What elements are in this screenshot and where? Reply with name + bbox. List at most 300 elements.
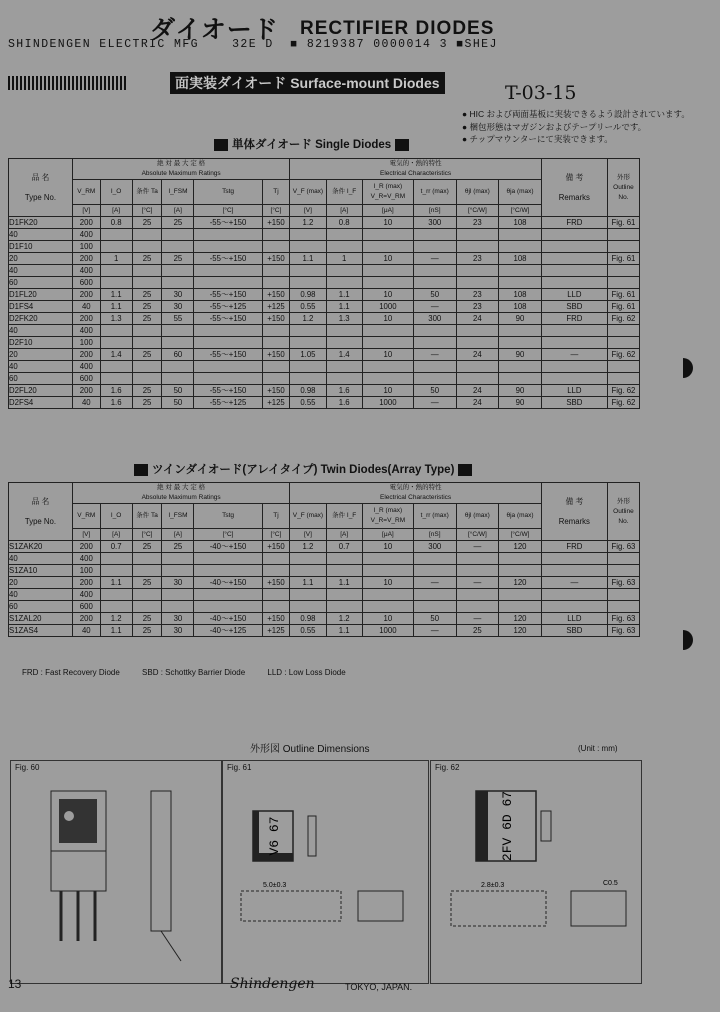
- note-item: ● チップマウンターにて実装できます。: [462, 134, 613, 144]
- title-jp: ダイオード: [150, 15, 279, 44]
- table-cell: 1.6: [326, 397, 362, 409]
- table-cell: [413, 373, 456, 385]
- table-cell: [262, 361, 290, 373]
- table-cell: [499, 553, 542, 565]
- table-cell: -40〜+150: [194, 613, 262, 625]
- table-cell: [162, 373, 194, 385]
- table-cell: -55〜+150: [194, 217, 262, 229]
- table-cell: [290, 361, 326, 373]
- table-cell: 10: [362, 253, 413, 265]
- table-cell: Fig. 61: [607, 301, 639, 313]
- table-cell: D2FS4: [9, 397, 73, 409]
- table-cell: 1000: [362, 301, 413, 313]
- table-cell: —: [541, 577, 607, 589]
- table-cell: [194, 337, 262, 349]
- column-header: t_rr (max): [413, 180, 456, 205]
- table-cell: [100, 337, 132, 349]
- table-row: [9, 241, 640, 253]
- table-cell: [326, 325, 362, 337]
- table-cell: Fig. 63: [607, 625, 639, 637]
- table-cell: 1.1: [290, 577, 326, 589]
- column-header: θja (max): [499, 504, 542, 529]
- table-cell: 400: [72, 361, 100, 373]
- table-cell: 400: [72, 229, 100, 241]
- column-header: θjl (max): [456, 504, 499, 529]
- table-cell: [541, 241, 607, 253]
- table-cell: 1000: [362, 397, 413, 409]
- table-cell: S1ZA10: [9, 565, 73, 577]
- table-cell: 300: [413, 217, 456, 229]
- table-cell: [362, 565, 413, 577]
- table-cell: [413, 277, 456, 289]
- table-cell: [194, 553, 262, 565]
- table-cell: [162, 277, 194, 289]
- table-cell: 10: [362, 349, 413, 361]
- table-cell: 1: [326, 253, 362, 265]
- table-cell: —: [413, 625, 456, 637]
- unit-header: [V]: [72, 529, 100, 541]
- table-cell: [413, 601, 456, 613]
- table-cell: 300: [413, 313, 456, 325]
- table-cell: 25: [132, 397, 162, 409]
- table-cell: LLD: [541, 289, 607, 301]
- table-cell: [326, 553, 362, 565]
- table-cell: 25: [132, 613, 162, 625]
- table-cell: 10: [362, 313, 413, 325]
- table-cell: [607, 601, 639, 613]
- table-cell: 1.1: [326, 289, 362, 301]
- table-row: [9, 385, 640, 397]
- table-cell: [290, 229, 326, 241]
- table-cell: [162, 361, 194, 373]
- table-cell: 25: [132, 625, 162, 637]
- table-cell: [290, 373, 326, 385]
- table-cell: 25: [132, 577, 162, 589]
- table-cell: 60: [9, 601, 73, 613]
- table-row: [9, 541, 640, 553]
- fig61-label: Fig. 61: [227, 763, 252, 772]
- table-cell: -55〜+150: [194, 313, 262, 325]
- table-cell: [541, 265, 607, 277]
- table-cell: 0.8: [326, 217, 362, 229]
- table-cell: [326, 265, 362, 277]
- table-cell: [541, 277, 607, 289]
- table-row: [9, 589, 640, 601]
- unit-header: [V]: [290, 529, 326, 541]
- table-cell: +150: [262, 577, 290, 589]
- unit-header: [A]: [326, 529, 362, 541]
- table-cell: [326, 277, 362, 289]
- table-cell: +150: [262, 313, 290, 325]
- table-cell: 24: [456, 349, 499, 361]
- table-cell: [456, 589, 499, 601]
- table-cell: [413, 325, 456, 337]
- handwritten-code: T-03-15: [505, 82, 577, 104]
- fig61-drawing: [223, 761, 428, 983]
- dims-title: 外形図 Outline Dimensions: [250, 744, 370, 755]
- table-cell: [262, 553, 290, 565]
- table-cell: —: [413, 301, 456, 313]
- table-cell: [132, 229, 162, 241]
- column-header: I_R (max) V_R=V_RM: [362, 504, 413, 529]
- unit-header: [°C]: [194, 529, 262, 541]
- unit-header: [nS]: [413, 205, 456, 217]
- table-cell: +150: [262, 613, 290, 625]
- table-cell: [290, 337, 326, 349]
- dims-unit: (Unit : mm): [578, 744, 618, 753]
- table-cell: +125: [262, 625, 290, 637]
- table-cell: 400: [72, 589, 100, 601]
- table-cell: 200: [72, 349, 100, 361]
- table-cell: [262, 229, 290, 241]
- table-cell: [132, 601, 162, 613]
- table-cell: [456, 229, 499, 241]
- table-cell: 30: [162, 301, 194, 313]
- table-cell: 200: [72, 613, 100, 625]
- fig62-chamfer: C0.5: [603, 880, 618, 887]
- table-cell: SBD: [541, 625, 607, 637]
- table-cell: [413, 565, 456, 577]
- column-header: t_rr (max): [413, 504, 456, 529]
- notes: [462, 108, 712, 146]
- table-cell: [456, 553, 499, 565]
- table-cell: 1.6: [326, 385, 362, 397]
- table-cell: S1ZAK20: [9, 541, 73, 553]
- table-cell: [326, 337, 362, 349]
- table-cell: [413, 589, 456, 601]
- table-cell: S1ZAS4: [9, 625, 73, 637]
- table-cell: 23: [456, 289, 499, 301]
- table-cell: +150: [262, 289, 290, 301]
- table-cell: FRD: [541, 541, 607, 553]
- table-cell: [362, 601, 413, 613]
- table-cell: [162, 601, 194, 613]
- table-cell: [607, 325, 639, 337]
- table-cell: 100: [72, 565, 100, 577]
- table-cell: —: [413, 397, 456, 409]
- fig61-mark: V6 67: [267, 816, 282, 856]
- table-cell: [362, 373, 413, 385]
- table-cell: [607, 277, 639, 289]
- table-cell: [607, 565, 639, 577]
- table-cell: -55〜+150: [194, 349, 262, 361]
- fig62-mark: 2FV 6D 67: [500, 790, 515, 862]
- edge-mark: [683, 630, 693, 650]
- twin-heading: ツインダイオード(アレイタイプ) Twin Diodes(Array Type): [130, 461, 476, 477]
- fig62-label: Fig. 62: [435, 763, 460, 772]
- unit-header: [°C/W]: [499, 529, 542, 541]
- header-bar: [8, 76, 128, 90]
- title-en: RECTIFIER DIODES: [300, 18, 495, 39]
- table-cell: 400: [72, 265, 100, 277]
- table-cell: 0.55: [290, 625, 326, 637]
- table-cell: [162, 265, 194, 277]
- table-cell: 25: [132, 289, 162, 301]
- column-header: V_RM: [72, 504, 100, 529]
- column-header: Tstg: [194, 180, 262, 205]
- table-row: [9, 337, 640, 349]
- unit-header: [A]: [162, 529, 194, 541]
- brand-logo: Shindengen: [230, 976, 315, 992]
- table-cell: +150: [262, 349, 290, 361]
- table-cell: [607, 373, 639, 385]
- table-cell: [456, 277, 499, 289]
- table-row: [9, 217, 640, 229]
- table-cell: 0.55: [290, 301, 326, 313]
- table-cell: -55〜+125: [194, 397, 262, 409]
- table-cell: 1000: [362, 625, 413, 637]
- table-cell: [290, 325, 326, 337]
- twin-diodes-table: 品 名 Type No. 絶 対 最 大 定 格 Absolute Maximum Ratings 電気的・熱的特性 Electrical Characteristics 備 考 Remarks 外形 Outline No. V_RM I_O 条件 Ta I_FSM Tstg Tj V_F (max) 条件 I_F I_R (max) V_R=V_RM t_rr (max) θjl (max) θja (max) [V] [A] [°C] [A] [°C] [°C] [V] [A] [μA] [nS] [°C/W] [°C/W] S1ZAK20 200 0.7 25 25 -40〜+150 +150 1.2 0.7 10 300 — 120 FRD Fig. 63 40 400 S1ZA10 100 20 200 1.1 25 30 -40〜+150 +150 1.1 1.1 10 — — 120 — Fig. 63 40 400 60 600 S1ZAL20 200 1.2 25 30 -40〜+150 +150 0.98 1.2 10 50 — 120 LLD Fig. 63 S1ZAS4 40 1.1 25 30 -40〜+125 +125 0.55 1.1 1000 — 25 120 SBD Fig. 63: [8, 482, 640, 637]
- table-cell: D1FS4: [9, 301, 73, 313]
- unit-header: [°C/W]: [499, 205, 542, 217]
- table-cell: [413, 241, 456, 253]
- column-header: 条件 I_F: [326, 504, 362, 529]
- table-cell: [162, 229, 194, 241]
- table-cell: 400: [72, 325, 100, 337]
- unit-header: [°C]: [132, 529, 162, 541]
- table-cell: [100, 589, 132, 601]
- table-cell: D1FL20: [9, 289, 73, 301]
- table-cell: [100, 325, 132, 337]
- column-header: θja (max): [499, 180, 542, 205]
- table-cell: [132, 361, 162, 373]
- table-cell: [290, 265, 326, 277]
- table-cell: [162, 589, 194, 601]
- table-cell: -55〜+150: [194, 253, 262, 265]
- table-cell: [326, 601, 362, 613]
- table-cell: [194, 265, 262, 277]
- table-cell: 1: [100, 253, 132, 265]
- unit-header: [V]: [72, 205, 100, 217]
- table-cell: [326, 565, 362, 577]
- table-cell: 40: [9, 265, 73, 277]
- table-cell: 600: [72, 277, 100, 289]
- table-cell: 1.6: [100, 385, 132, 397]
- table-cell: [499, 601, 542, 613]
- table-cell: -55〜+125: [194, 301, 262, 313]
- unit-header: [A]: [326, 205, 362, 217]
- table-cell: [162, 337, 194, 349]
- table-cell: [362, 277, 413, 289]
- unit-header: [μA]: [362, 205, 413, 217]
- table-row: [9, 553, 640, 565]
- table-cell: [607, 265, 639, 277]
- table-cell: 23: [456, 217, 499, 229]
- table-cell: -40〜+125: [194, 625, 262, 637]
- table-cell: 40: [9, 589, 73, 601]
- table-cell: [499, 241, 542, 253]
- table-cell: -55〜+150: [194, 289, 262, 301]
- table-cell: —: [413, 253, 456, 265]
- table-cell: [194, 277, 262, 289]
- table-cell: [162, 241, 194, 253]
- table-cell: 0.98: [290, 613, 326, 625]
- table-row: [9, 361, 640, 373]
- table-cell: 0.98: [290, 385, 326, 397]
- table-row: [9, 289, 640, 301]
- table-cell: 1.2: [290, 217, 326, 229]
- table-cell: 0.55: [290, 397, 326, 409]
- table-cell: 10: [362, 577, 413, 589]
- table-cell: 30: [162, 289, 194, 301]
- table-cell: [326, 589, 362, 601]
- table-cell: [541, 325, 607, 337]
- table-cell: [262, 337, 290, 349]
- column-header: V_F (max): [290, 180, 326, 205]
- table-cell: 50: [413, 385, 456, 397]
- table-cell: 1.05: [290, 349, 326, 361]
- table-cell: [456, 373, 499, 385]
- table-cell: [499, 361, 542, 373]
- table-cell: 40: [9, 325, 73, 337]
- table-cell: [132, 241, 162, 253]
- table-cell: 30: [162, 613, 194, 625]
- table-cell: [132, 565, 162, 577]
- table-cell: LLD: [541, 385, 607, 397]
- table-cell: —: [413, 577, 456, 589]
- table-cell: [607, 229, 639, 241]
- table-cell: 0.98: [290, 289, 326, 301]
- table-cell: [499, 373, 542, 385]
- table-cell: +150: [262, 253, 290, 265]
- table-cell: [290, 553, 326, 565]
- table-row: [9, 265, 640, 277]
- table-cell: 10: [362, 613, 413, 625]
- table-cell: 40: [72, 625, 100, 637]
- table-cell: [194, 589, 262, 601]
- table-cell: 120: [499, 541, 542, 553]
- table-cell: 0.7: [326, 541, 362, 553]
- table-cell: 23: [456, 253, 499, 265]
- note-item: ● HIC および両面基板に実装できるよう設計されています。: [462, 109, 690, 119]
- table-cell: 55: [162, 313, 194, 325]
- table-row: [9, 397, 640, 409]
- table-cell: [541, 337, 607, 349]
- table-cell: [541, 601, 607, 613]
- table-cell: Fig. 62: [607, 313, 639, 325]
- table-cell: [541, 565, 607, 577]
- table-row: [9, 229, 640, 241]
- table-cell: [194, 373, 262, 385]
- column-header: θjl (max): [456, 180, 499, 205]
- table-cell: 600: [72, 373, 100, 385]
- table-cell: 200: [72, 577, 100, 589]
- table-cell: [413, 361, 456, 373]
- table-row: [9, 613, 640, 625]
- unit-header: [°C/W]: [456, 205, 499, 217]
- table-cell: [290, 277, 326, 289]
- unit-header: [°C]: [132, 205, 162, 217]
- table-cell: 1.6: [100, 397, 132, 409]
- unit-header: [A]: [162, 205, 194, 217]
- brand-location: TOKYO, JAPAN.: [345, 982, 413, 992]
- unit-header: [nS]: [413, 529, 456, 541]
- page-number: 13: [8, 977, 22, 991]
- table-cell: 1.1: [100, 625, 132, 637]
- table-cell: [362, 361, 413, 373]
- table-cell: 25: [132, 349, 162, 361]
- table-cell: 10: [362, 217, 413, 229]
- table-cell: [326, 361, 362, 373]
- table-cell: [162, 553, 194, 565]
- table-row: [9, 313, 640, 325]
- table-cell: 120: [499, 625, 542, 637]
- col-abs: 絶 対 最 大 定 格 Absolute Maximum Ratings: [72, 159, 289, 180]
- column-header: I_FSM: [162, 504, 194, 529]
- table-cell: 24: [456, 397, 499, 409]
- col-outline: 外形 Outline No.: [607, 159, 639, 217]
- table-cell: [499, 277, 542, 289]
- table-cell: D2FK20: [9, 313, 73, 325]
- table-cell: [290, 241, 326, 253]
- table-cell: SBD: [541, 397, 607, 409]
- table-cell: [456, 601, 499, 613]
- table-cell: 100: [72, 337, 100, 349]
- table-cell: -40〜+150: [194, 541, 262, 553]
- table-row: [9, 349, 640, 361]
- note-item: ● 梱包形態はマガジンおよびテープリールです。: [462, 121, 647, 132]
- column-header: Tstg: [194, 504, 262, 529]
- table-cell: Fig. 61: [607, 253, 639, 265]
- table-cell: 20: [9, 349, 73, 361]
- col-elec: 電気的・熱的特性 Electrical Characteristics: [290, 159, 542, 180]
- edge-mark: [683, 358, 693, 378]
- table-cell: [194, 361, 262, 373]
- column-header: I_O: [100, 504, 132, 529]
- table-cell: [541, 589, 607, 601]
- table-cell: 25: [456, 625, 499, 637]
- table-cell: [456, 241, 499, 253]
- table-cell: 20: [9, 577, 73, 589]
- table-cell: [413, 337, 456, 349]
- table-cell: [456, 361, 499, 373]
- table-cell: FRD: [541, 313, 607, 325]
- table-cell: 1.2: [326, 613, 362, 625]
- column-header: Tj: [262, 504, 290, 529]
- table-cell: 25: [132, 253, 162, 265]
- column-header: 条件 I_F: [326, 180, 362, 205]
- table-cell: 120: [499, 613, 542, 625]
- table-cell: [262, 265, 290, 277]
- table-cell: [456, 565, 499, 577]
- table-cell: [100, 265, 132, 277]
- table-cell: 40: [9, 229, 73, 241]
- table-cell: Fig. 62: [607, 349, 639, 361]
- table-cell: SBD: [541, 301, 607, 313]
- table-cell: 200: [72, 253, 100, 265]
- table-cell: [194, 229, 262, 241]
- table-cell: +150: [262, 217, 290, 229]
- table-row: [9, 301, 640, 313]
- table-cell: [262, 589, 290, 601]
- fig62-box: [430, 760, 642, 984]
- table-cell: [413, 265, 456, 277]
- table-cell: S1ZAL20: [9, 613, 73, 625]
- unit-header: [°C]: [194, 205, 262, 217]
- table-cell: 25: [132, 217, 162, 229]
- table-cell: [262, 565, 290, 577]
- table-cell: [100, 277, 132, 289]
- table-cell: 25: [132, 313, 162, 325]
- table-row: [9, 325, 640, 337]
- table-cell: -55〜+150: [194, 385, 262, 397]
- unit-header: [°C]: [262, 529, 290, 541]
- table-cell: [290, 589, 326, 601]
- table-cell: 400: [72, 553, 100, 565]
- table-row: [9, 577, 640, 589]
- table-cell: [456, 325, 499, 337]
